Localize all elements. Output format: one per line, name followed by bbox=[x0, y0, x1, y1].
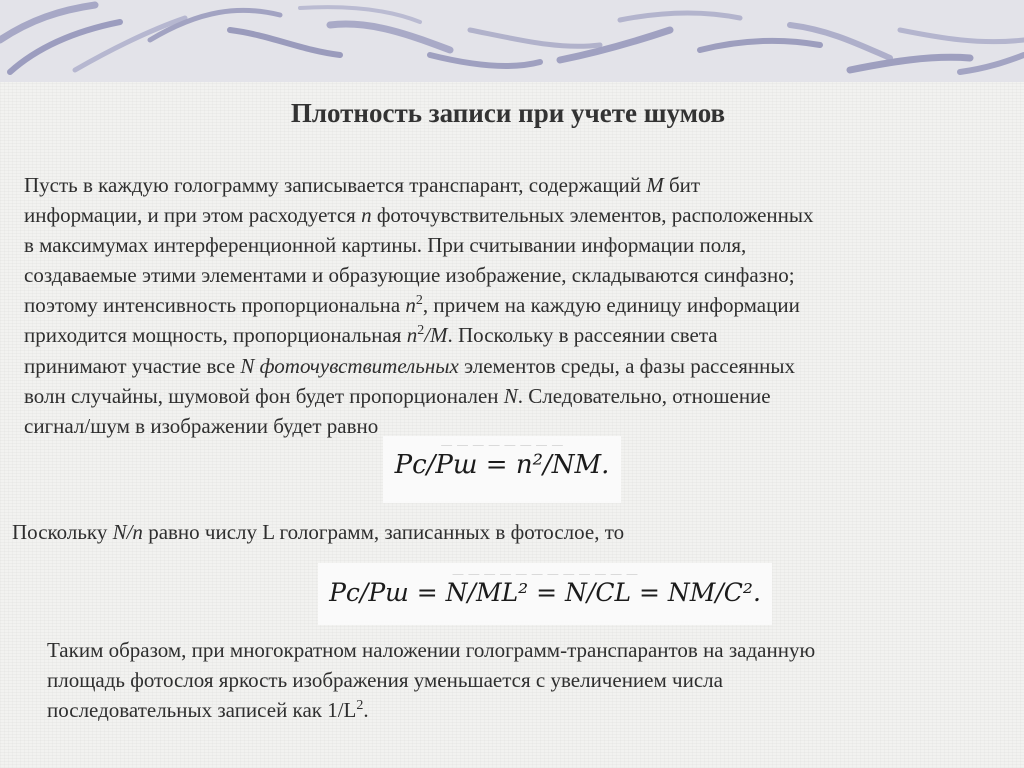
text-run: . Следовательно, отношение bbox=[517, 383, 771, 408]
text-run: площадь фотослоя яркость изображения уменьшается с увеличением числа bbox=[47, 668, 723, 693]
italic-term: N/n bbox=[112, 520, 143, 544]
text-line bbox=[24, 230, 813, 260]
italic-term: /M bbox=[424, 323, 448, 348]
text-run: Пусть в каждую голограмму записывается транспарант, содержащий bbox=[24, 173, 647, 197]
text-run: волн случайны, шумовой фон будет пропорционален bbox=[24, 383, 504, 408]
formula-signal-noise bbox=[383, 436, 621, 503]
text-line bbox=[24, 200, 813, 230]
text-line bbox=[47, 665, 815, 695]
paragraph-intro bbox=[24, 170, 813, 441]
formula-text: Pc/Pш = n²/NM. bbox=[394, 450, 610, 480]
text-run: создаваемые этими элементами и образующие изображение, складываются синфазно; bbox=[24, 263, 795, 288]
text-run: фоточувствительных элементов, расположенных bbox=[371, 203, 814, 228]
text-run: Поскольку bbox=[12, 520, 113, 544]
text-line bbox=[24, 290, 813, 320]
text-run: последовательных записей как 1/L bbox=[47, 698, 357, 723]
italic-term: n bbox=[406, 323, 418, 348]
slide-title: Плотность записи при учете шумов bbox=[290, 98, 726, 128]
text-run: поэтому интенсивность пропорциональна bbox=[24, 293, 406, 318]
text-line bbox=[24, 170, 813, 200]
decorative-header-band bbox=[0, 0, 1024, 82]
paragraph-conclusion bbox=[47, 635, 815, 725]
italic-term: n bbox=[405, 293, 416, 318]
formula-text: Pc/Pш = N/ML² = N/CL = NM/C². bbox=[329, 578, 761, 607]
text-line bbox=[24, 260, 813, 290]
italic-term: n bbox=[361, 203, 372, 228]
text-line bbox=[24, 381, 813, 411]
text-line bbox=[24, 320, 813, 350]
text-run: равно числу L голограмм, записанных в фотослое, то bbox=[142, 520, 625, 544]
scan-ghost-text: — — — — — — — — — — — — bbox=[452, 567, 638, 581]
text-run: бит bbox=[663, 173, 701, 197]
italic-term: N bbox=[503, 383, 518, 408]
text-run: элементов среды, а фазы рассеянных bbox=[458, 353, 796, 378]
text-run: информации, и при этом расходуется bbox=[24, 203, 362, 228]
paragraph-hologram-count bbox=[12, 517, 624, 547]
superscript: 2 bbox=[417, 323, 425, 339]
text-run: . Поскольку в рассеянии света bbox=[447, 323, 718, 348]
superscript: 2 bbox=[415, 293, 423, 309]
text-run: сигнал/шум в изображении будет равно bbox=[24, 413, 379, 438]
text-line bbox=[47, 635, 815, 665]
text-run: . bbox=[363, 698, 369, 723]
text-run: в максимумах интерференционной картины. При считывании информации поля, bbox=[24, 233, 747, 258]
text-line bbox=[47, 695, 815, 725]
swirl-decoration-icon bbox=[0, 0, 1024, 82]
text-run: приходится мощность, пропорциональная bbox=[24, 323, 407, 348]
text-run: Таким образом, при многократном наложении голограмм-транспарантов на заданную bbox=[47, 638, 816, 662]
formula-layer-density bbox=[318, 563, 772, 625]
italic-term: M bbox=[646, 173, 664, 197]
text-line bbox=[24, 351, 813, 381]
scan-ghost-text: — — — — — — — — bbox=[440, 438, 564, 452]
text-line bbox=[12, 517, 624, 547]
superscript: 2 bbox=[356, 698, 364, 714]
text-run: , причем на каждую единицу информации bbox=[422, 293, 800, 318]
italic-term: N фоточувствительных bbox=[240, 353, 459, 378]
text-run: принимают участие все bbox=[24, 353, 241, 378]
